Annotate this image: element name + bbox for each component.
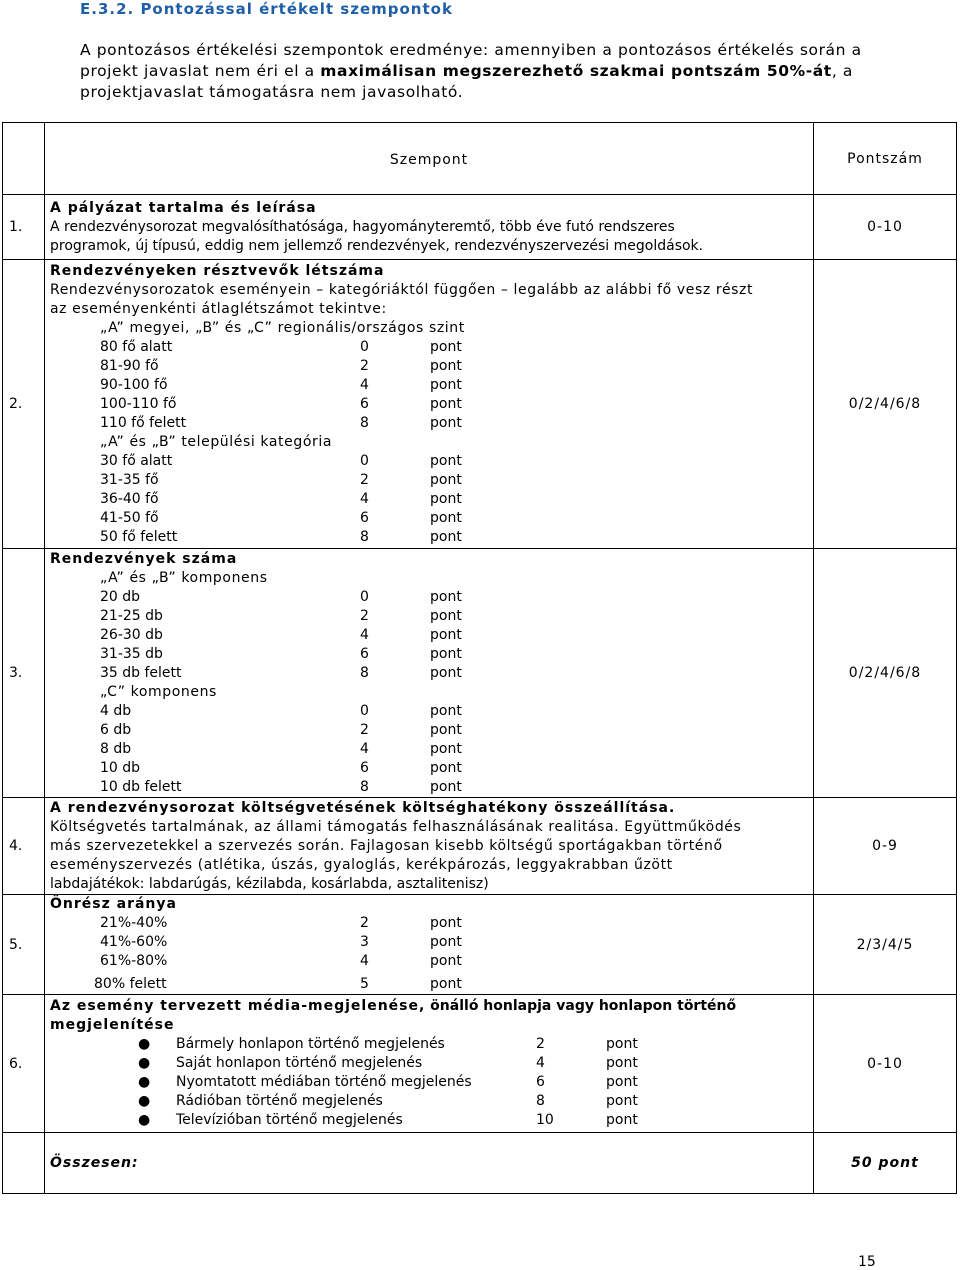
score-item-value: 2 xyxy=(360,357,369,374)
score-item xyxy=(50,452,807,471)
score-item xyxy=(50,914,807,933)
intro-text-2: , a projektjavaslat támogatásra nem javasolható. xyxy=(80,62,853,101)
group-label: „A” megyei, „B” és „C” regionális/országos szint xyxy=(100,319,465,336)
bullet-value: 8 xyxy=(536,1093,545,1109)
score-item-unit: pont xyxy=(430,702,462,719)
score-item-label: 80 fő alatt xyxy=(100,338,173,355)
score-item-unit: pont xyxy=(430,607,462,624)
row-number: 6. xyxy=(3,995,45,1133)
criterion-text: Rendezvénysorozatok eseményein – kategóriáktól függően – legalább az alábbi fő vesz részt xyxy=(50,281,754,298)
score-item-unit: pont xyxy=(430,721,462,738)
criterion-title: Rendezvények száma xyxy=(50,550,238,567)
bullet-item xyxy=(50,1111,807,1130)
total-label: Összesen: xyxy=(45,1133,814,1194)
score-item-value: 0 xyxy=(360,452,369,469)
score-item-label: 81-90 fő xyxy=(100,357,159,374)
row-score: 0-9 xyxy=(814,798,957,895)
score-item-label: 21-25 db xyxy=(100,607,163,624)
score-item xyxy=(50,952,807,971)
score-item-label: 36-40 fő xyxy=(100,490,159,507)
header-criterion: Szempont xyxy=(45,123,814,195)
criterion-title xyxy=(50,997,807,1016)
score-item xyxy=(50,664,807,683)
score-item-value: 6 xyxy=(360,645,369,662)
criterion-text: eseményszervezés (atlétika, úszás, gyaloglás, kerékpározás, leggyakrabban űzött xyxy=(50,856,673,873)
row-number: 3. xyxy=(3,549,45,798)
total-value: 50 pont xyxy=(814,1133,957,1194)
criterion-text: labdajátékok: labdarúgás, kézilabda, kosárlabda, asztalitenisz) xyxy=(50,875,489,892)
criterion-title: A rendezvénysorozat költségvetésének költséghatékony összeállítása. xyxy=(50,799,676,816)
header-num-cell xyxy=(3,123,45,195)
score-item xyxy=(50,357,807,376)
score-item-value: 4 xyxy=(360,490,369,507)
bullet-value: 2 xyxy=(536,1036,545,1052)
score-item-label: 90-100 fő xyxy=(100,376,168,393)
score-item-value: 4 xyxy=(360,953,369,969)
score-item-value: 0 xyxy=(360,338,369,355)
score-item-value: 2 xyxy=(360,607,369,624)
score-item-label: 20 db xyxy=(100,588,141,605)
score-item-unit: pont xyxy=(430,934,462,950)
score-item xyxy=(50,376,807,395)
score-item xyxy=(50,626,807,645)
criterion-title-rest: önálló honlapja vagy honlapon történő xyxy=(425,998,737,1014)
score-item-label: 80% felett xyxy=(94,976,167,992)
score-item-unit: pont xyxy=(430,528,462,545)
score-item-unit: pont xyxy=(430,490,462,507)
row-criterion xyxy=(45,260,814,549)
score-item-unit: pont xyxy=(430,976,462,992)
table-row xyxy=(3,549,957,798)
table-row xyxy=(3,195,957,260)
score-item xyxy=(50,395,807,414)
score-item-label: 41-50 fő xyxy=(100,509,159,526)
table-row xyxy=(3,260,957,549)
row-criterion xyxy=(45,549,814,798)
page-number: 15 xyxy=(858,1254,876,1270)
score-item-value: 4 xyxy=(360,626,369,643)
criterion-text: Költségvetés tartalmának, az állami támogatás felhasználásának realitása. Együttműködés xyxy=(50,818,742,835)
score-item-label: 31-35 fő xyxy=(100,471,159,488)
row-number: 4. xyxy=(3,798,45,895)
bullet-label: Bármely honlapon történő megjelenés xyxy=(176,1036,445,1052)
score-item xyxy=(50,338,807,357)
row-score: 0-10 xyxy=(814,995,957,1133)
bullet-icon: ● xyxy=(138,1055,151,1071)
intro-text-1: A pontozásos értékelési szempontok eredménye: amennyiben a pontozásos értékelés során a projekt javaslat nem éri el a xyxy=(80,41,862,80)
total-row xyxy=(3,1133,957,1194)
score-item-value: 4 xyxy=(360,376,369,393)
score-item-value: 6 xyxy=(360,759,369,776)
row-criterion xyxy=(45,195,814,260)
score-item xyxy=(50,588,807,607)
score-item-value: 6 xyxy=(360,509,369,526)
bullet-item xyxy=(50,1054,807,1073)
row-number: 5. xyxy=(3,895,45,995)
table-row xyxy=(3,995,957,1133)
bullet-label: Rádióban történő megjelenés xyxy=(176,1093,383,1109)
score-item xyxy=(50,702,807,721)
score-item-unit: pont xyxy=(430,509,462,526)
score-item xyxy=(50,759,807,778)
row-criterion xyxy=(45,798,814,895)
score-item xyxy=(50,975,807,994)
group-label: „A” és „B” komponens xyxy=(100,569,268,586)
section-title: E.3.2. Pontozással értékelt szempontok xyxy=(80,0,453,18)
bullet-unit: pont xyxy=(606,1074,638,1090)
table-row xyxy=(3,798,957,895)
score-item-unit: pont xyxy=(430,357,462,374)
score-item-unit: pont xyxy=(430,645,462,662)
criterion-text: programok, új típusú, eddig nem jellemző rendezvények, rendezvényszervezési megoldások. xyxy=(50,237,704,254)
bullet-unit: pont xyxy=(606,1112,638,1128)
criterion-title: Rendezvényeken résztvevők létszáma xyxy=(50,262,385,279)
bullet-label: Nyomtatott médiában történő megjelenés xyxy=(176,1074,472,1090)
score-item-unit: pont xyxy=(430,588,462,605)
score-item-unit: pont xyxy=(430,953,462,969)
row-score: 0/2/4/6/8 xyxy=(814,260,957,549)
score-item-value: 6 xyxy=(360,395,369,412)
score-item xyxy=(50,607,807,626)
group-label: „A” és „B” települési kategória xyxy=(100,433,333,450)
bullet-item xyxy=(50,1092,807,1111)
bullet-item xyxy=(50,1073,807,1092)
score-item-unit: pont xyxy=(430,395,462,412)
score-item-value: 0 xyxy=(360,702,369,719)
score-item-unit: pont xyxy=(430,778,462,795)
criterion-title-bold: Az esemény tervezett média-megjelenése, xyxy=(50,998,426,1014)
score-item-unit: pont xyxy=(430,740,462,757)
score-item xyxy=(50,933,807,952)
score-item xyxy=(50,471,807,490)
score-item-label: 100-110 fő xyxy=(100,395,177,412)
score-item-label: 31-35 db xyxy=(100,645,163,662)
criterion-text: A rendezvénysorozat megvalósíthatósága, hagyományteremtő, több éve futó rendszeres xyxy=(50,218,675,235)
score-item xyxy=(50,740,807,759)
intro-bold-text: maximálisan megszerezhető szakmai pontszám 50%-át xyxy=(320,62,832,80)
row-score: 2/3/4/5 xyxy=(814,895,957,995)
score-item-value: 0 xyxy=(360,588,369,605)
score-item xyxy=(50,645,807,664)
bullet-value: 4 xyxy=(536,1055,545,1071)
score-item-label: 30 fő alatt xyxy=(100,452,173,469)
scoring-table xyxy=(2,122,957,1194)
table-header-row xyxy=(3,123,957,195)
table-row xyxy=(3,895,957,995)
bullet-icon: ● xyxy=(138,1036,151,1052)
score-item-value: 8 xyxy=(360,664,369,681)
score-item-label: 4 db xyxy=(100,702,132,719)
criterion-title: A pályázat tartalma és leírása xyxy=(50,199,317,216)
score-item-label: 10 db xyxy=(100,759,141,776)
row-number: 2. xyxy=(3,260,45,549)
score-item xyxy=(50,528,807,547)
score-item-unit: pont xyxy=(430,452,462,469)
score-item-unit: pont xyxy=(430,471,462,488)
score-item-unit: pont xyxy=(430,414,462,431)
score-item-unit: pont xyxy=(430,626,462,643)
score-item-unit: pont xyxy=(430,338,462,355)
score-item xyxy=(50,721,807,740)
score-item-value: 2 xyxy=(360,915,369,931)
score-item-unit: pont xyxy=(430,376,462,393)
bullet-icon: ● xyxy=(138,1093,151,1109)
intro-paragraph xyxy=(80,40,900,103)
score-item-value: 2 xyxy=(360,721,369,738)
score-item-unit: pont xyxy=(430,759,462,776)
score-item xyxy=(50,414,807,433)
score-item-label: 35 db felett xyxy=(100,664,182,681)
score-item-value: 8 xyxy=(360,528,369,545)
score-item-label: 110 fő felett xyxy=(100,414,187,431)
bullet-label: Saját honlapon történő megjelenés xyxy=(176,1055,423,1071)
bullet-value: 10 xyxy=(536,1112,554,1128)
score-item-value: 5 xyxy=(360,976,369,992)
bullet-item xyxy=(50,1035,807,1054)
score-item-unit: pont xyxy=(430,664,462,681)
bullet-unit: pont xyxy=(606,1036,638,1052)
group-label: „C” komponens xyxy=(100,683,217,700)
score-item-value: 4 xyxy=(360,740,369,757)
score-item xyxy=(50,509,807,528)
bullet-label: Televízióban történő megjelenés xyxy=(176,1112,403,1128)
row-number: 1. xyxy=(3,195,45,260)
score-item-label: 10 db felett xyxy=(100,778,182,795)
header-score: Pontszám xyxy=(814,123,957,195)
score-item xyxy=(50,490,807,509)
score-item-value: 3 xyxy=(360,934,369,950)
row-criterion xyxy=(45,895,814,995)
bullet-icon: ● xyxy=(138,1074,151,1090)
bullet-value: 6 xyxy=(536,1074,545,1090)
score-item-label: 26-30 db xyxy=(100,626,163,643)
total-num-cell xyxy=(3,1133,45,1194)
bullet-unit: pont xyxy=(606,1055,638,1071)
score-item-label: 21%-40% xyxy=(100,915,168,931)
criterion-title: Önrész aránya xyxy=(50,896,177,912)
criterion-text: az eseményenkénti átlaglétszámot tekintve: xyxy=(50,300,387,317)
score-item-unit: pont xyxy=(430,915,462,931)
score-item-value: 8 xyxy=(360,414,369,431)
score-item-label: 50 fő felett xyxy=(100,528,178,545)
bullet-icon: ● xyxy=(138,1112,151,1128)
criterion-title-line2: megjelenítése xyxy=(50,1017,175,1033)
criterion-text: más szervezetekkel a szervezés során. Fajlagosan kisebb költségű sportágakban történő xyxy=(50,837,723,854)
score-item-label: 61%-80% xyxy=(100,953,168,969)
score-item-label: 41%-60% xyxy=(100,934,168,950)
score-item-label: 8 db xyxy=(100,740,132,757)
row-criterion xyxy=(45,995,814,1133)
score-item-label: 6 db xyxy=(100,721,132,738)
row-score: 0-10 xyxy=(814,195,957,260)
row-score: 0/2/4/6/8 xyxy=(814,549,957,798)
bullet-unit: pont xyxy=(606,1093,638,1109)
score-item-value: 8 xyxy=(360,778,369,795)
score-item xyxy=(50,778,807,797)
score-item-value: 2 xyxy=(360,471,369,488)
